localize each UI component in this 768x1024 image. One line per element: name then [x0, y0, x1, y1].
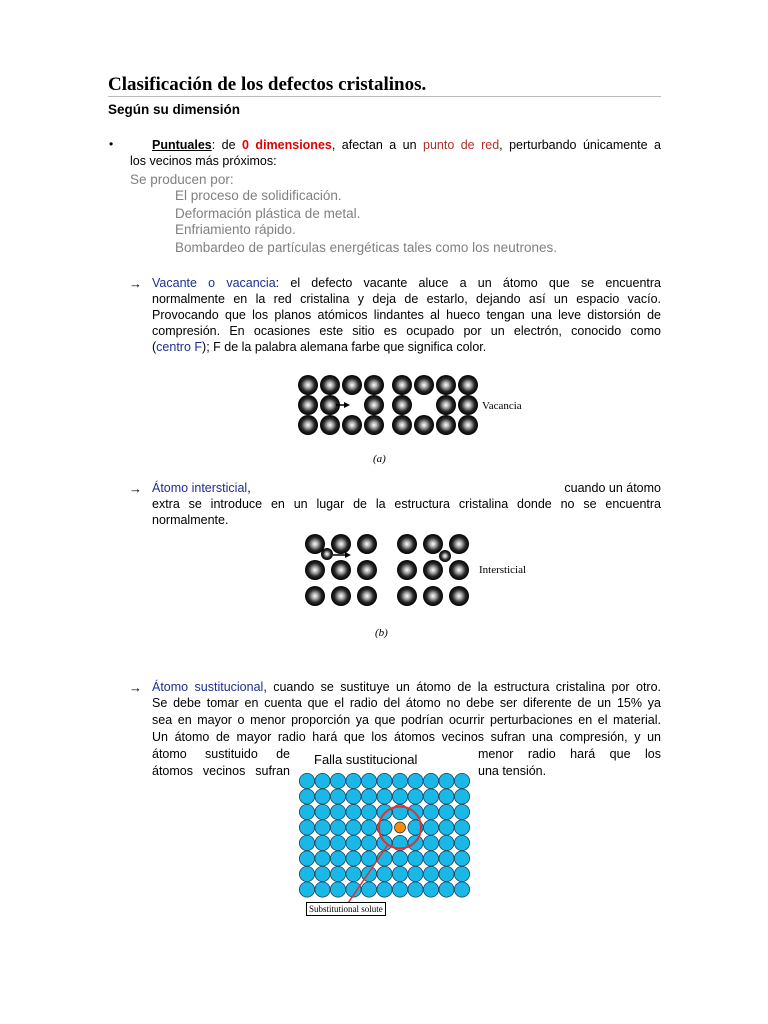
- lattice-atom: [315, 789, 330, 804]
- lattice-atom: [299, 820, 314, 835]
- lattice-atom: [423, 851, 438, 866]
- lattice-atom: [454, 851, 469, 866]
- substitutional-callout-label: Substitutional solute: [306, 902, 386, 916]
- puntuales-text-b: , afectan a un: [331, 138, 423, 152]
- lattice-atom: [439, 773, 454, 788]
- lattice-atom: [439, 820, 454, 835]
- lattice-atom: [330, 820, 345, 835]
- lattice-atom: [392, 851, 407, 866]
- vacancy-line-3: Provocando que los planos atómicos lindantes al hueco tengan una leve distorsión de: [152, 308, 661, 322]
- lattice-atom: [346, 789, 361, 804]
- lattice-atom: [377, 789, 392, 804]
- lattice-atom: [315, 820, 330, 835]
- interstitial-figure-label: Intersticial: [479, 564, 527, 576]
- lattice-atom: [423, 820, 438, 835]
- lattice-atom: [423, 835, 438, 850]
- lattice-atom: [454, 882, 469, 897]
- substitutional-figure-title: Falla sustitucional: [314, 752, 418, 767]
- lattice-atom: [439, 789, 454, 804]
- substitutional-line-5a: átomo sustituido de: [152, 747, 290, 761]
- title-divider: [108, 96, 661, 97]
- page-title: Clasificación de los defectos cristalinos.: [108, 74, 427, 95]
- lattice-atom: [330, 866, 345, 881]
- lattice-atom: [330, 835, 345, 850]
- interstitial-figure-caption: (b): [375, 627, 388, 639]
- lattice-atom: [361, 789, 376, 804]
- lattice-atom: [346, 804, 361, 819]
- lattice-atom: [330, 789, 345, 804]
- puntuales-text-a: : de: [211, 138, 243, 152]
- substitutional-lattice: [298, 772, 478, 920]
- lattice-atom: [315, 773, 330, 788]
- lattice-atom: [330, 773, 345, 788]
- lattice-atom: [423, 789, 438, 804]
- interstitial-lattice-left: [305, 534, 377, 606]
- lattice-atom: [423, 773, 438, 788]
- section-subtitle: Según su dimensión: [108, 102, 241, 117]
- lattice-atom: [454, 773, 469, 788]
- vacancy-link[interactable]: Vacante o vacancia: [152, 276, 276, 290]
- lattice-atom: [392, 789, 407, 804]
- lattice-atom: [377, 866, 392, 881]
- lattice-atom: [423, 866, 438, 881]
- lattice-atom: [315, 804, 330, 819]
- lattice-atom: [454, 835, 469, 850]
- lattice-atom: [299, 882, 314, 897]
- vacancy-figure-caption: (a): [373, 453, 386, 465]
- lattice-atom: [346, 820, 361, 835]
- arrow-icon: →: [129, 276, 142, 291]
- lattice-atom: [330, 882, 345, 897]
- vacancy-figure: [290, 365, 540, 470]
- lattice-atom: [299, 835, 314, 850]
- cause-item: Enfriamiento rápido.: [175, 222, 296, 237]
- lattice-atom: [299, 804, 314, 819]
- puntuales-term: Puntuales: [152, 138, 212, 152]
- lattice-atom: [299, 866, 314, 881]
- arrow-icon: →: [129, 481, 142, 496]
- vacancy-line-4: compresión. En ocasiones este sitio es ocupado por un electrón, conocido como: [152, 324, 661, 338]
- interstitial-comma: ,: [247, 481, 251, 495]
- bullet-marker: •: [109, 137, 114, 151]
- vacancy-line-5: [152, 339, 486, 355]
- lattice-atom: [408, 789, 423, 804]
- lattice-atom: [408, 866, 423, 881]
- substitutional-line-4: Un átomo de mayor radio hará que los átomos vecinos sufran una compresión, y un: [152, 730, 661, 744]
- puntuales-line-1: [152, 137, 661, 153]
- lattice-atom: [361, 835, 376, 850]
- lattice-atom: [423, 804, 438, 819]
- substitutional-line-6a: átomos vecinos sufran: [152, 764, 290, 778]
- lattice-atom: [454, 789, 469, 804]
- substitutional-line-1: [152, 679, 661, 695]
- lattice-atom: [330, 804, 345, 819]
- lattice-atom: [346, 866, 361, 881]
- interstitial-lattice-right: [397, 534, 469, 606]
- paren-open: (: [152, 340, 157, 354]
- lattice-atom: [392, 773, 407, 788]
- interstitial-figure: [295, 528, 540, 643]
- lattice-atom: [330, 851, 345, 866]
- lattice-atom: [299, 789, 314, 804]
- lattice-atom: [423, 882, 438, 897]
- lattice-atom: [315, 835, 330, 850]
- vacancy-figure-label: Vacancia: [482, 400, 522, 412]
- punto-de-red-link[interactable]: punto de red: [423, 138, 500, 152]
- substitutional-text: , cuando se sustituye un átomo de la estructura cristalina por otro.: [263, 680, 661, 694]
- interstitial-line-3: normalmente.: [152, 513, 229, 527]
- cause-item: El proceso de solidificación.: [175, 188, 342, 203]
- dimension-highlight: 0 dimensiones: [242, 138, 332, 152]
- lattice-atom: [439, 882, 454, 897]
- lattice-atom: [454, 820, 469, 835]
- lattice-atom: [392, 866, 407, 881]
- interstitial-link[interactable]: Átomo intersticial: [152, 481, 248, 495]
- puntuales-text-c: , perturbando únicamente a: [499, 138, 661, 152]
- vacancy-lattice-left: [298, 375, 384, 435]
- lattice-atom: [454, 866, 469, 881]
- arrow-icon: →: [129, 680, 142, 695]
- vacancy-text-end: ); F de la palabra alemana farbe que significa color.: [202, 340, 487, 354]
- solute-atom: [395, 822, 406, 833]
- lattice-atom: [346, 851, 361, 866]
- lattice-atom: [408, 851, 423, 866]
- lattice-atom: [299, 851, 314, 866]
- interstitial-line-1a: [152, 480, 251, 496]
- lattice-atom: [315, 851, 330, 866]
- lattice-atom: [361, 882, 376, 897]
- lattice-atom: [408, 773, 423, 788]
- lattice-atom: [361, 820, 376, 835]
- lattice-atom: [361, 804, 376, 819]
- substitutional-figure: [298, 750, 478, 920]
- substitutional-link[interactable]: Átomo sustitucional: [152, 680, 264, 694]
- vacancy-text: : el defecto vacante aluce a un átomo que se encuentra: [275, 276, 661, 290]
- lattice-atom: [408, 882, 423, 897]
- vacancy-lattice-right: [392, 375, 478, 435]
- lattice-atom: [299, 773, 314, 788]
- substitutional-line-2: Se debe tomar en cuenta que el radio del átomo no debe ser diferente de un 15% ya: [152, 696, 661, 710]
- lattice-atom: [361, 773, 376, 788]
- substitutional-line-6b: una tensión.: [478, 764, 547, 778]
- lattice-atom: [346, 773, 361, 788]
- lattice-atom: [377, 773, 392, 788]
- vacancy-line-2: normalmente en la red cristalina y deja de estarlo, dejando así un espacio vacío.: [152, 292, 661, 306]
- lattice-atom: [439, 804, 454, 819]
- lattice-atom: [454, 804, 469, 819]
- lattice-atom: [439, 866, 454, 881]
- vacancy-line-1: [152, 275, 661, 291]
- substitutional-line-3: sea en mayor o menor proporción ya que podrían ocurrir perturbaciones en el material.: [152, 713, 661, 727]
- lattice-atom: [392, 882, 407, 897]
- cause-item: Deformación plástica de metal.: [175, 206, 361, 221]
- lattice-atom: [377, 882, 392, 897]
- lattice-atom: [315, 882, 330, 897]
- lattice-atom: [439, 851, 454, 866]
- lattice-atom: [346, 835, 361, 850]
- causes-intro: Se producen por:: [130, 172, 234, 187]
- puntuales-line-2: los vecinos más próximos:: [130, 154, 277, 168]
- centro-f-link[interactable]: centro F: [156, 340, 203, 354]
- cause-item: Bombardeo de partículas energéticas tales como los neutrones.: [175, 240, 557, 255]
- interstitial-line-2: extra se introduce en un lugar de la estructura cristalina donde no se encuentra: [152, 497, 661, 511]
- interstitial-line-1b: cuando un átomo: [564, 481, 661, 495]
- substitutional-line-5b: menor radio hará que los: [478, 747, 661, 761]
- lattice-atom: [315, 866, 330, 881]
- lattice-atom: [439, 835, 454, 850]
